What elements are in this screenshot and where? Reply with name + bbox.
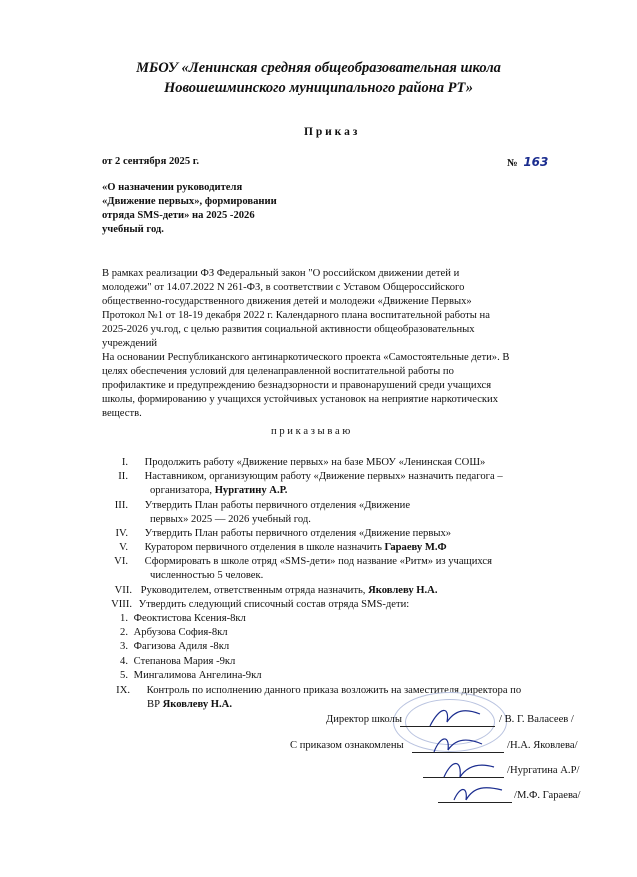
item-continuation: численностью 5 человек. bbox=[150, 570, 264, 581]
member-number: 2. bbox=[120, 627, 128, 638]
member-number: 5. bbox=[120, 670, 128, 681]
item-number: V. bbox=[119, 542, 128, 553]
item-text: Утвердить План работы первичного отделения «Движение первых» bbox=[144, 528, 452, 539]
subject-line: учебный год. bbox=[102, 224, 164, 235]
item-continuation bbox=[147, 698, 232, 712]
item-number: VIII. bbox=[111, 599, 132, 610]
item-text: Куратором первичного отделения в школе назначить bbox=[144, 542, 385, 553]
member-number: 1. bbox=[120, 613, 128, 624]
number-sign: № bbox=[507, 158, 518, 169]
acknowledger-name: /М.Ф. Гараева/ bbox=[514, 790, 581, 801]
order-item bbox=[106, 541, 447, 555]
preamble-line: целях обеспечения условий для целенаправленной воспитательной работы по bbox=[102, 366, 454, 377]
item-number: VI. bbox=[114, 556, 128, 567]
member-list-item bbox=[116, 669, 262, 683]
order-word: п р и к а з ы в а ю bbox=[271, 426, 351, 437]
member-name: Феоктистова Ксения-8кл bbox=[133, 613, 246, 624]
school-name-line2: Новошешминского муниципального района РТ» bbox=[163, 80, 473, 96]
item-text: Наставником, организующим работу «Движение первых» назначить педагога – bbox=[144, 471, 503, 482]
document-title: П р и к а з bbox=[304, 126, 358, 138]
acquainted-label: С приказом ознакомлены bbox=[290, 740, 404, 751]
person-name: Яковлеву Н.А. bbox=[368, 585, 438, 596]
member-name: Степанова Мария -9кл bbox=[133, 656, 236, 667]
item-number: III. bbox=[114, 500, 128, 511]
member-name: Арбузова София-8кл bbox=[133, 627, 228, 638]
person-name: Нургатину А.Р. bbox=[214, 485, 288, 496]
member-list-item bbox=[116, 626, 228, 640]
director-label: Директор школы bbox=[326, 714, 402, 725]
member-name: Фагизова Адиля -8кл bbox=[133, 641, 230, 652]
order-date: от 2 сентября 2025 г. bbox=[102, 156, 200, 167]
preamble-line: В рамках реализации ФЗ Федеральный закон "О российском движении детей и bbox=[102, 268, 460, 279]
member-number: 3. bbox=[120, 641, 128, 652]
item-text: Руководителем, ответственным отряда назначить, bbox=[140, 585, 369, 596]
director-signature bbox=[425, 702, 485, 732]
school-name-line1: МБОУ «Ленинская средняя общеобразовательная школа bbox=[136, 60, 501, 76]
acknowledger-name: /Нургатина А.Р/ bbox=[507, 765, 580, 776]
acknowledger-name: /Н.А. Яковлева/ bbox=[507, 740, 578, 751]
person-name: Яковлеву Н.А. bbox=[162, 699, 232, 710]
order-number bbox=[507, 155, 548, 171]
preamble-line: веществ. bbox=[102, 408, 142, 419]
subject-line: «О назначении руководителя bbox=[102, 182, 243, 193]
preamble-line: общественно-государственного движения детей и молодежи «Движение Первых» bbox=[102, 296, 472, 307]
order-item bbox=[104, 598, 409, 612]
item-continuation: первых» 2025 — 2026 учебный год. bbox=[150, 514, 311, 525]
subject-line: «Движение первых», формировании bbox=[102, 196, 277, 207]
item-text: Сформировать в школе отряд «SMS-дети» под название «Ритм» из учащихся bbox=[144, 556, 492, 567]
item-text: Контроль по исполнению данного приказа возложить на заместителя директора по bbox=[146, 685, 522, 696]
order-item bbox=[106, 499, 410, 513]
signature-nurgatina bbox=[440, 755, 500, 783]
preamble-line: школы, формированию у учащихся устойчивых установок на неприятие наркотических bbox=[102, 394, 499, 405]
order-item bbox=[106, 456, 485, 470]
director-name: / В. Г. Валасеев / bbox=[499, 714, 574, 725]
item-number: I. bbox=[121, 457, 128, 468]
signature-yakovleva bbox=[430, 730, 490, 758]
preamble-line: Протокол №1 от 18-19 декабря 2022 г. Календарного плана воспитательной работы на bbox=[102, 310, 490, 321]
member-list-item bbox=[116, 640, 229, 654]
item-text: Утвердить следующий списочный состав отряда SMS-дети: bbox=[138, 599, 410, 610]
item-text: организатора, bbox=[150, 485, 215, 496]
item-number: IX. bbox=[116, 685, 130, 696]
order-item bbox=[106, 555, 492, 569]
item-text: Продолжить работу «Движение первых» на базе МБОУ «Ленинская СОШ» bbox=[144, 457, 486, 468]
order-item bbox=[106, 527, 451, 541]
order-item bbox=[106, 584, 437, 598]
preamble-line: молодежи" от 14.07.2022 N 261-ФЗ, в соответствии с Уставом Общероссийского bbox=[102, 282, 465, 293]
subject-line: отряда SMS-дети» на 2025 -2026 bbox=[102, 210, 255, 221]
preamble-line: 2025-2026 уч.год, с целью развития социальной активности общеобразовательных bbox=[102, 324, 475, 335]
member-number: 4. bbox=[120, 656, 128, 667]
handwritten-number: 163 bbox=[523, 155, 549, 169]
signature-garaeva bbox=[450, 780, 510, 808]
item-number: VII. bbox=[114, 585, 132, 596]
person-name: Гараеву М.Ф bbox=[384, 542, 447, 553]
preamble-line: учреждений bbox=[102, 338, 158, 349]
item-number: IV. bbox=[115, 528, 128, 539]
preamble-line: профилактике и предупреждению безнадзорности и правонарушений среди учащихся bbox=[102, 380, 492, 391]
item-text: ВР bbox=[147, 699, 163, 710]
order-item bbox=[106, 470, 503, 484]
member-list-item bbox=[116, 655, 235, 669]
item-number: II. bbox=[118, 471, 128, 482]
item-text: Утвердить План работы первичного отделения «Движение bbox=[144, 500, 411, 511]
member-list-item bbox=[116, 612, 246, 626]
item-continuation bbox=[150, 484, 287, 498]
member-name: Мингалимова Ангелина-9кл bbox=[133, 670, 262, 681]
preamble-line: На основании Республиканского антинаркотического проекта «Самостоятельные дети». В bbox=[102, 352, 510, 363]
